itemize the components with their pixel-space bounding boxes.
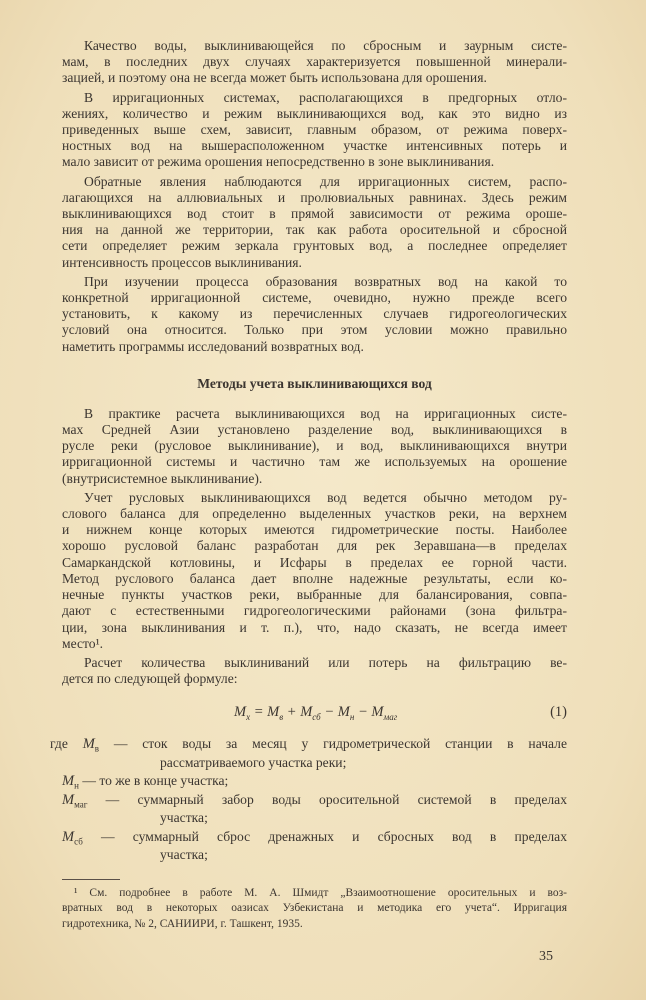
text-line: Учет русловых выклинивающихся вод ведется обычно методом ру-: [84, 489, 567, 505]
text-line: и нижнем конце которых имеются гидрометрические посты. Наиболее: [62, 522, 567, 538]
text-line: ции, зона выклинивания и т. п.), что, надо сказать, не всегда имеет: [62, 619, 567, 635]
definition-text: — то же в конце участка;: [78, 773, 229, 789]
paragraph: [62, 38, 567, 87]
definition-item: [50, 828, 567, 865]
definition-line: [50, 735, 567, 754]
definition-item: [50, 772, 567, 791]
definition-line: [62, 791, 567, 810]
definition-subscript: н: [74, 781, 79, 792]
text-line: лагающихся на аллювиальных и пролювиальных равнинах. Здесь режим: [62, 189, 567, 205]
definition-line: участка;: [160, 810, 208, 826]
formula-number: (1): [550, 704, 567, 721]
body-text-section: [62, 406, 567, 687]
definition-line: участка;: [160, 847, 208, 863]
text-line: ния на данной же территории, так как работа оросительной и сбросной: [62, 222, 567, 238]
text-line: выклинивающихся вод стоит в прямой зависимости от режима ороше-: [62, 206, 567, 222]
page-number: 35: [539, 949, 553, 965]
text-line: установить, к какому из перечисленных случаев гидрогеологических: [62, 306, 567, 322]
text-line: В ирригационных системах, располагающихся в предгорных отло-: [84, 89, 567, 105]
paragraph: [62, 406, 567, 487]
text-line: сети определяет режим зеркала грунтовых вод, а последнее определяет: [62, 238, 567, 254]
footnote-line: вратных вод в некоторых оазисах Узбекистана и методика его учета“. Ирригация: [62, 902, 567, 915]
text-line: дают с естественными гидрогеологическими районами (зона фильтра-: [62, 603, 567, 619]
formula-1: [62, 701, 567, 723]
footnote-line: ¹ См. подробнее в работе М. А. Шмидт „Взаимоотношение оросительных и воз-: [74, 886, 567, 899]
definition-subscript: сб: [74, 836, 83, 847]
text-line: место¹.: [62, 635, 104, 651]
text-line: приведенных выше схем, зависит, главным образом, от режима поверх-: [62, 122, 567, 138]
definition-item: [50, 735, 567, 772]
footnote-separator: [62, 879, 120, 880]
definition-text: — сток воды за месяц у гидрометрической станции в начале: [99, 736, 568, 752]
paragraph: [62, 274, 567, 355]
text-line: мам, в последних двух случаях характеризуется повышенной минерали-: [62, 54, 567, 70]
definition-subscript: в: [94, 744, 100, 755]
text-line: интенсивность процессов выклинивания.: [62, 254, 302, 270]
text-line: конкретной ирригационной системе, очевидно, нужно прежде всего: [62, 290, 567, 306]
definition-text: — суммарный забор воды оросительной системой в пределах: [87, 791, 567, 807]
formula-equation: $M_x = M_в + M_{сб} - M_н - M_{маг}$: [234, 704, 398, 723]
text-line: Самаркандской котловины, и Исфары в пределах ее горной части.: [62, 554, 567, 570]
paragraph: [62, 90, 567, 171]
text-line: условий она относится. Только при этом условии можно правильно: [62, 322, 567, 338]
definition-subscript: маг: [74, 799, 88, 810]
text-line: жениях, количество и режим выклинивающихся вод, как это видно из: [62, 105, 567, 121]
text-line: мало зависит от режима орошения непосредственно в зоне выклинивания.: [62, 154, 495, 170]
text-line: Качество воды, выклинивающейся по сбросным и заурным систе-: [84, 38, 567, 53]
body-text-top: [62, 38, 567, 355]
definition-symbol: M: [62, 828, 75, 845]
page-column: [50, 38, 568, 965]
text-line: Расчет количества выклиниваний или потерь на фильтрацию ве-: [84, 654, 567, 670]
definition-symbol: M: [82, 736, 95, 753]
definition-item: [50, 791, 567, 828]
footnote: [62, 886, 567, 933]
definition-line: [62, 828, 567, 847]
text-line: Метод руслового баланса дает вполне надежные результаты, если ко-: [62, 570, 567, 586]
text-line: наметить программы исследований возвратных вод.: [62, 338, 364, 354]
text-line: дется по следующей формуле:: [62, 671, 238, 687]
paragraph: [62, 490, 567, 652]
text-line: нечные пункты участков реки, выбранные для балансирования, совпа-: [62, 587, 567, 603]
text-line: (внутрисистемное выклинивание).: [62, 470, 263, 486]
footnote-line: гидротехника, № 2, САНИИРИ, г. Ташкент, 1935.: [62, 917, 303, 930]
section-heading: Методы учета выклинивающихся вод: [197, 375, 432, 391]
text-line: Обратные явления наблюдаются для ирригационных систем, распо-: [84, 173, 567, 189]
text-line: хорошо русловой баланс разработан для рек Зеравшана—в пределах: [62, 538, 567, 554]
text-line: В практике расчета выклинивающихся вод на ирригационных систе-: [84, 405, 567, 421]
text-line: ирригационной системы и частично там же используемых на орошение: [62, 454, 567, 470]
text-line: слового баланса для определенно выделенных участков реки, на верхнем: [62, 506, 567, 522]
text-line: русле реки (русловое выклинивание), и вод, выклинивающихся внутри: [62, 438, 567, 454]
text-line: ностных вод на вышерасположенном участке интенсивных потерь и: [62, 138, 567, 154]
text-line: мах Средней Азии установлено разделение вод, выклинивающихся в: [62, 422, 567, 438]
paragraph: [62, 174, 567, 271]
definition-prefix: где: [50, 736, 83, 752]
formula-definitions: [50, 735, 567, 865]
definition-symbol: M: [62, 791, 75, 808]
definition-symbol: M: [62, 773, 75, 790]
definition-line: рассматриваемого участка реки;: [160, 754, 347, 770]
text-line: зацией, и поэтому она не всегда может быть использована для орошения.: [62, 70, 487, 86]
definition-text: — суммарный сброс дренажных и сбросных вод в пределах: [82, 828, 567, 844]
paragraph: [62, 655, 567, 687]
text-line: При изучении процесса образования возвратных вод на какой то: [84, 273, 567, 289]
definition-line: [62, 772, 567, 791]
